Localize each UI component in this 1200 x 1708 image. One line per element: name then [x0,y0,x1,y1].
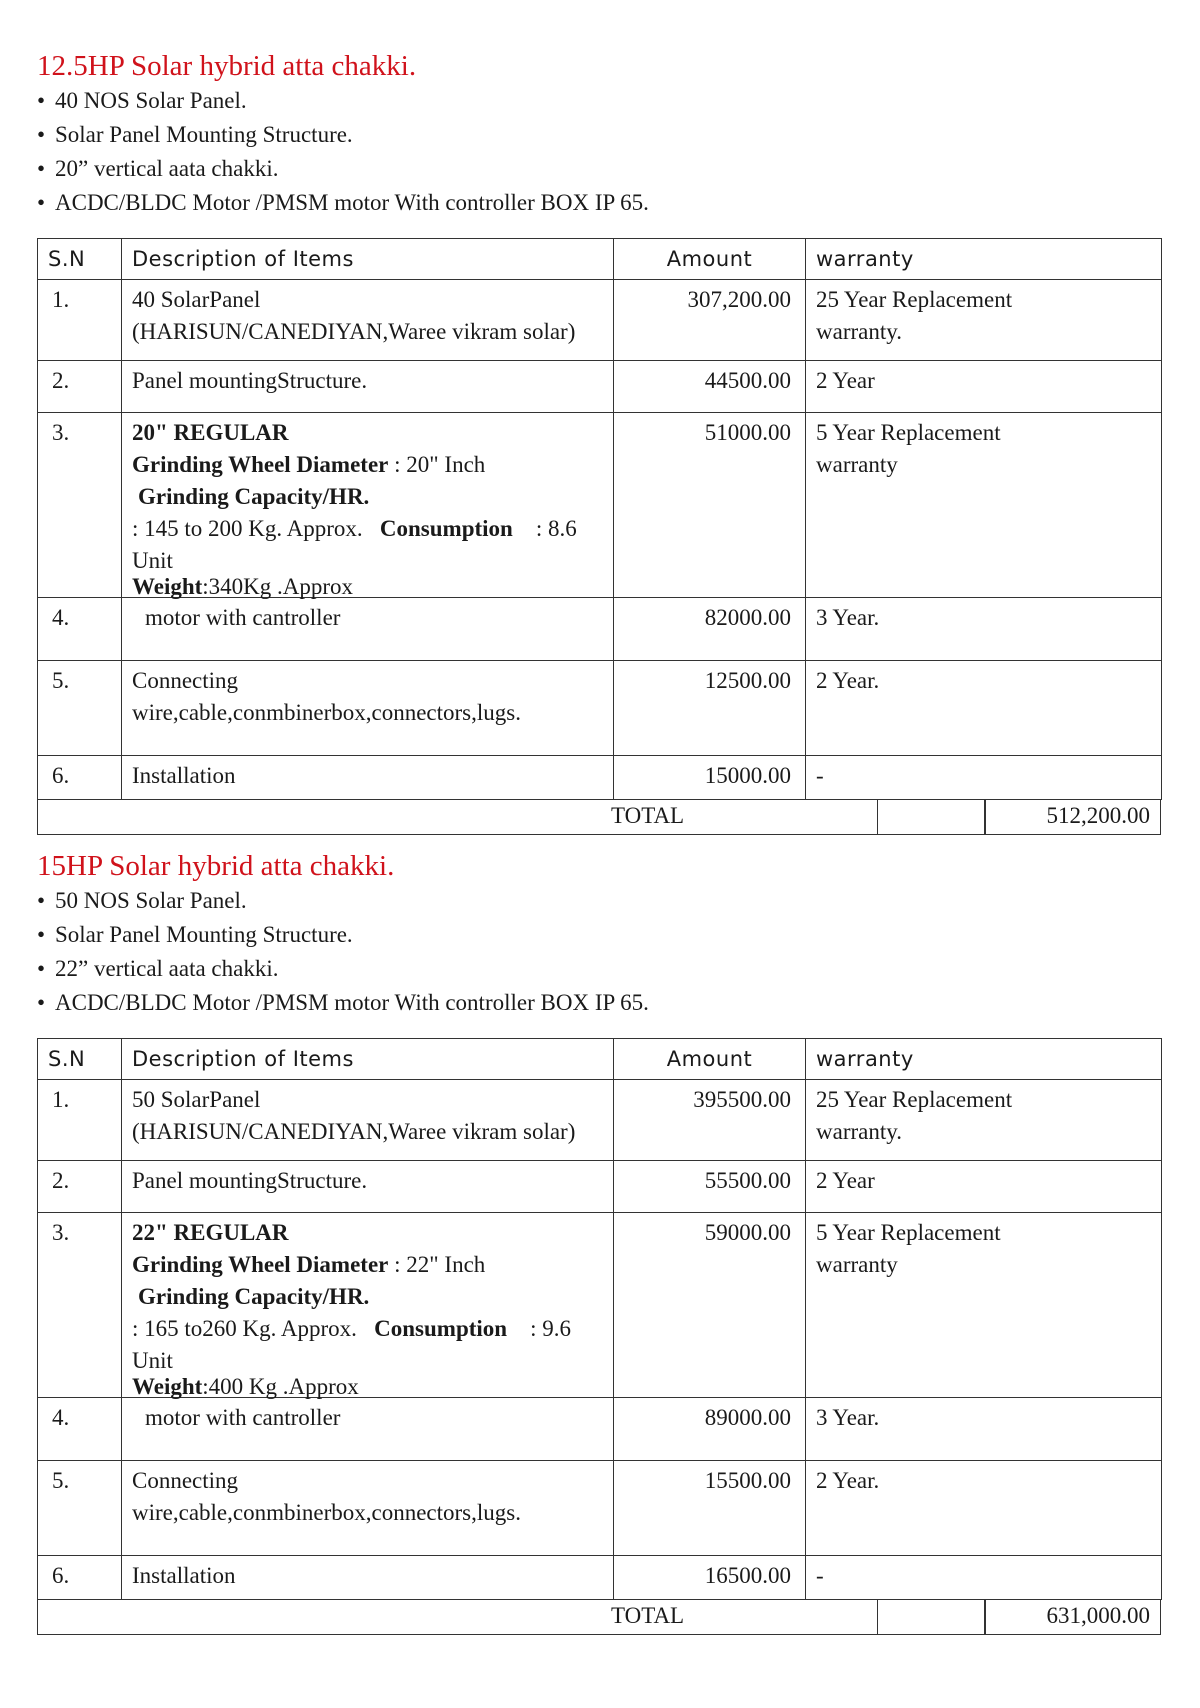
row-warranty: - [806,756,1162,800]
spec-value: : 8.6 Unit [132,516,577,573]
table-row [38,1080,1162,1161]
spec-label: Grinding Wheel Diameter [132,452,389,477]
warranty-line: 5 Year Replacement [816,420,1001,445]
total-value: 512,200.00 [985,799,1161,835]
spec-label: Weight [132,1374,203,1399]
total-row [37,799,1161,835]
row-warranty [806,280,1162,361]
row-amount: 82000.00 [614,598,806,661]
section-title: 12.5HP Solar hybrid atta chakki. [37,50,417,82]
table-row [38,598,1162,661]
row-amount: 51000.00 [614,413,806,598]
table-row [38,413,1162,598]
table-row [38,1556,1162,1600]
row-amount: 15000.00 [614,756,806,800]
row-desc: Panel mountingStructure. [122,1161,614,1213]
table-row [38,661,1162,756]
row-desc: Installation [122,1556,614,1600]
grinder-model: 22" REGULAR [132,1220,289,1245]
warranty-line: 5 Year Replacement [816,1220,1001,1245]
row-amount: 89000.00 [614,1398,806,1461]
desc-line: wire,cable,conmbinerbox,connectors,lugs. [132,1500,521,1525]
spec-value: : 165 to260 Kg. Approx. [132,1316,357,1341]
row-warranty: - [806,1556,1162,1600]
row-desc [122,280,614,361]
items-table [37,238,1162,800]
desc-line: 50 SolarPanel [132,1087,261,1112]
feature-item: • Solar Panel Mounting Structure. [37,118,1161,152]
warranty-line: 25 Year Replacement [816,1087,1013,1112]
feature-item: • ACDC/BLDC Motor /PMSM motor With controller BOX IP 65. [37,986,1161,1020]
spec-value: : 20" Inch [394,452,486,477]
row-sn: 6. [38,1556,122,1600]
row-sn: 4. [38,598,122,661]
row-amount: 16500.00 [614,1556,806,1600]
feature-list [37,84,1161,220]
row-sn: 2. [38,361,122,413]
spec-label: Grinding Capacity/HR. [138,1284,370,1309]
row-warranty: 2 Year [806,361,1162,413]
spec-label: Weight [132,574,203,599]
row-sn: 3. [38,413,122,598]
col-warranty-header: warranty [806,239,1162,280]
table-row [38,1398,1162,1461]
total-value: 631,000.00 [985,1599,1161,1635]
col-desc-header: Description of Items [122,1039,614,1080]
row-warranty [806,1080,1162,1161]
desc-line: Connecting [132,668,239,693]
warranty-line: warranty [816,1252,898,1277]
row-amount: 12500.00 [614,661,806,756]
desc-line: wire,cable,conmbinerbox,connectors,lugs. [132,700,521,725]
table-row [38,756,1162,800]
table-row [38,1213,1162,1398]
col-warranty-header: warranty [806,1039,1162,1080]
spec-label: Consumption [379,516,513,541]
warranty-line: warranty. [816,1119,902,1144]
feature-item: • 50 NOS Solar Panel. [37,884,1161,918]
feature-item: • Solar Panel Mounting Structure. [37,918,1161,952]
spec-value: :340Kg .Approx [202,574,354,599]
row-amount: 395500.00 [614,1080,806,1161]
spec-value: : 9.6 Unit [132,1316,571,1373]
desc-line: (HARISUN/CANEDIYAN,Waree vikram solar) [132,1119,576,1144]
spec-label: Consumption [374,1316,508,1341]
table-row [38,1161,1162,1213]
row-desc [122,1461,614,1556]
spec-value: :400 Kg .Approx [202,1374,359,1399]
row-desc [122,1080,614,1161]
row-desc [122,661,614,756]
row-amount: 307,200.00 [614,280,806,361]
row-warranty [806,413,1162,598]
col-amount-header: Amount [614,239,806,280]
warranty-line: warranty [816,452,898,477]
row-sn: 5. [38,661,122,756]
table-row [38,361,1162,413]
row-warranty: 3 Year. [806,1398,1162,1461]
feature-list [37,884,1161,1020]
desc-line: Connecting [132,1468,239,1493]
table-header-row [38,239,1162,280]
col-amount-header: Amount [614,1039,806,1080]
feature-item: • ACDC/BLDC Motor /PMSM motor With controller BOX IP 65. [37,186,1161,220]
col-sn-header: S.N [38,239,122,280]
row-sn: 5. [38,1461,122,1556]
row-desc-grinder-specs [122,413,614,598]
row-desc: Panel mountingStructure. [122,361,614,413]
warranty-line: 25 Year Replacement [816,287,1013,312]
items-table [37,1038,1162,1600]
row-amount: 44500.00 [614,361,806,413]
row-warranty: 2 Year [806,1161,1162,1213]
row-sn: 6. [38,756,122,800]
row-desc: Installation [122,756,614,800]
feature-item: • 40 NOS Solar Panel. [37,84,1161,118]
row-amount: 55500.00 [614,1161,806,1213]
items-table-wrap [37,238,1161,835]
row-sn: 3. [38,1213,122,1398]
total-label: TOTAL [37,1599,877,1635]
total-label: TOTAL [37,799,877,835]
feature-item: • 20” vertical aata chakki. [37,152,1161,186]
table-row [38,280,1162,361]
total-spacer [877,1599,985,1635]
spec-value: : 145 to 200 Kg. Approx. [132,516,363,541]
row-desc: motor with cantroller [122,1398,614,1461]
row-amount: 15500.00 [614,1461,806,1556]
row-sn: 1. [38,1080,122,1161]
row-desc: motor with cantroller [122,598,614,661]
row-sn: 4. [38,1398,122,1461]
row-warranty: 2 Year. [806,1461,1162,1556]
feature-item: • 22” vertical aata chakki. [37,952,1161,986]
total-row [37,1599,1161,1635]
spec-label: Grinding Wheel Diameter [132,1252,389,1277]
col-sn-header: S.N [38,1039,122,1080]
section-12-5hp [37,48,1161,835]
spec-value: : 22" Inch [394,1252,486,1277]
col-desc-header: Description of Items [122,239,614,280]
row-warranty: 2 Year. [806,661,1162,756]
section-title: 15HP Solar hybrid atta chakki. [37,850,395,882]
desc-line: 40 SolarPanel [132,287,261,312]
row-warranty [806,1213,1162,1398]
table-header-row [38,1039,1162,1080]
row-sn: 2. [38,1161,122,1213]
table-row [38,1461,1162,1556]
spec-label: Grinding Capacity/HR. [138,484,370,509]
row-amount: 59000.00 [614,1213,806,1398]
row-warranty: 3 Year. [806,598,1162,661]
items-table-wrap [37,1038,1161,1635]
section-15hp [37,848,1161,1635]
warranty-line: warranty. [816,319,902,344]
row-sn: 1. [38,280,122,361]
row-desc-grinder-specs [122,1213,614,1398]
total-spacer [877,799,985,835]
desc-line: (HARISUN/CANEDIYAN,Waree vikram solar) [132,319,576,344]
grinder-model: 20" REGULAR [132,420,289,445]
